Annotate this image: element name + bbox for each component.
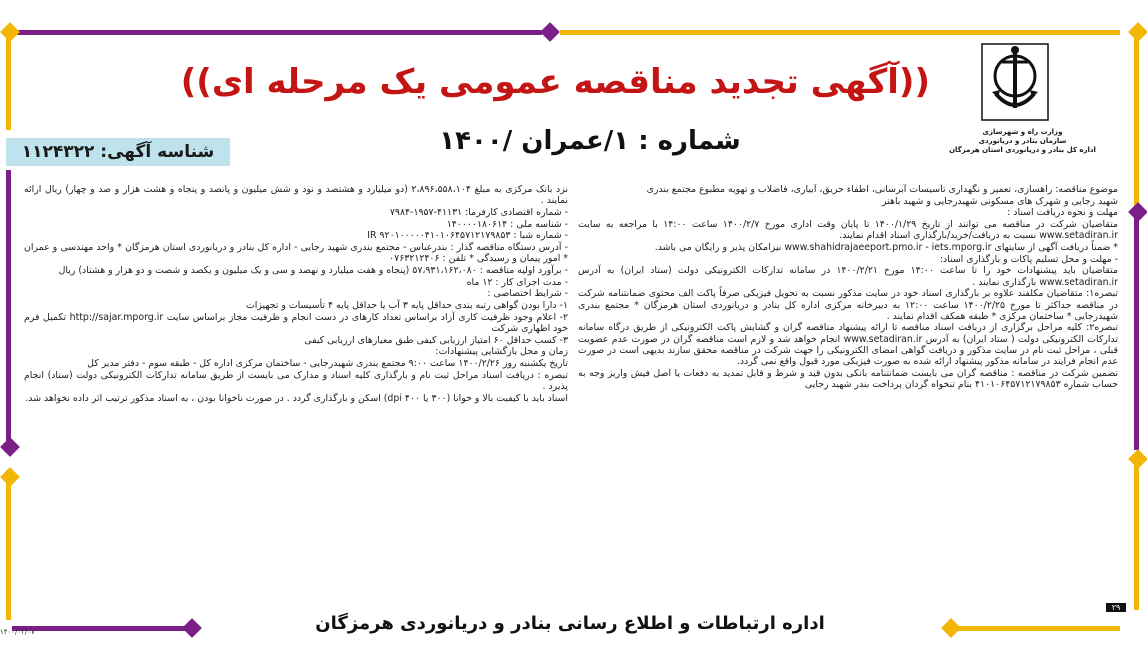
paragraph: شهید رجایی و شهرک های مسکونی شهیدرجایی و شهید باهنر <box>882 195 1118 207</box>
frame-right-bottom <box>1134 460 1139 610</box>
paragraph: - مهلت و محل تسلیم پاکات و بارگذاری اسناد: <box>939 253 1118 265</box>
frame-corner-diamond <box>0 22 20 42</box>
paragraph: - شرایط اختصاصی : <box>487 288 568 300</box>
frame-corner-diamond <box>1128 22 1147 42</box>
page-title: ((آگهی تجدید مناقصه عمومی یک مرحله ای)) <box>180 62 930 102</box>
frame-left-top <box>6 30 11 130</box>
paragraph: - برآورد اولیه مناقصه : ۵۷،۹۳۱،۱۶۲،۰۸۰ (پنجاه و هفت میلیارد و نهصد و سی و یک میلیون و یکصد و شصت و دو هزار و هشتاد) ریال <box>58 264 568 276</box>
paragraph: موضوع مناقصه: راهسازی، تعمیر و نگهداری تأسیسات آبرسانی، اطفاء حریق، آبیاری، فاضلاب و تهویه مطبوع مجتمع بندری <box>646 184 1118 195</box>
paragraph: - شماره اقتصادی کارفرما: ۴۱۱۳۱-۱۹۵۷-۷۹۸۴ <box>389 206 568 218</box>
frame-corner-diamond <box>0 437 20 457</box>
paragraph: - شناسه ملی : ۱۴۰۰۰۰۱۸۰۶۱۴ <box>446 218 568 230</box>
frame-right-top <box>1134 30 1139 210</box>
paragraph: نزد بانک مرکزی به مبلغ ۲،۸۹۶،۵۵۸،۱۰۴ (دو میلیارد و هشتصد و نود و شش میلیون و پانصد و پنجاه و هشت هزار و صد و چهار) ریال ارائه نمایند . <box>24 184 568 207</box>
paragraph: - آدرس دستگاه مناقصه گذار : بندرعباس - مجتمع بندری شهید رجایی - اداره کل بنادر و دریانوردی استان هرمزگان * واحد مهندسی و عمران * امور پیمان و رسیدگی * تلفن : ۰۷۶۳۲۱۲۴۰۶ <box>24 242 568 265</box>
paragraph: مهلت و نحوه دریافت اسناد : <box>1007 207 1118 219</box>
logo-caption-line: سازمان بنادر و دریانوردی <box>978 137 1067 145</box>
footer-publisher: اداره ارتباطات و اطلاع رسانی بنادر و دریانوردی هرمزگان <box>315 613 825 634</box>
paragraph: تبصره۱: متقاضیان مکلفند علاوه بر بارگذاری اسناد خود در سایت مذکور نسبت به تحویل فیزیکی صرفاً پاکت الف محتوی ضمانتنامه شرکت در مناقصه حداکثر تا مورخ ۱۴۰۰/۲/۲۵ ساعت ۱۲:۰۰ به دبیرخانه مرکزی اداره کل بنادر و دریانوردی استان هرمزگان * مجتمع بندری شهیدرجایی * ساختمان مرکزی * طبقه همکف اقدام نمایند . <box>578 288 1118 322</box>
body-column-left <box>24 184 568 600</box>
paragraph: زمان و محل بازگشایی پیشنهادات: <box>435 346 568 358</box>
logo-caption <box>935 128 1110 155</box>
frame-corner-diamond <box>540 22 560 42</box>
paragraph: تضمین شرکت در مناقصه : مناقصه گران می بایست ضمانتنامه بانکی بدون قید و شرط و قابل تمدید به دفعات یا اصل فیش واریز وجه به حساب شماره ۴۱۰۱۰۶۴۵۷۱۲۱۷۹۸۵۳ بنام تنخواه گردان پرداخت بندر شهید رجایی <box>578 367 1118 390</box>
paragraph: ۲- اعلام وجود ظرفیت کاری آزاد براساس تعداد کارهای در دست انجام و ظرفیت مجاز براساس سایت http://sajar.mporg.ir تکمیل فرم خود اظهاری شرکت <box>24 311 568 334</box>
body-column-right <box>578 184 1118 600</box>
frame-top-right <box>560 30 1120 35</box>
paragraph: - مدت اجرای کار : ۱۲ ماه <box>466 276 568 288</box>
frame-left-bottom <box>6 470 11 620</box>
logo-caption-line: اداره کل بنادر و دریانوردی استان هرمزگان <box>949 146 1096 154</box>
frame-bottom-right <box>950 626 1120 631</box>
frame-right-mid <box>1134 210 1139 450</box>
frame-corner-diamond <box>1128 449 1147 469</box>
paragraph: ۱- دارا بودن گواهی رتبه بندی حداقل پایه ۳ آب یا حداقل پایه ۴ تأسیسات و تجهیزات <box>245 300 568 312</box>
anchor-emblem-icon <box>980 42 1050 122</box>
frame-top-left <box>12 30 542 35</box>
paragraph: تبصره۲: کلیه مراحل برگزاری از دریافت اسناد مناقصه تا ارائه پیشنهاد مناقصه گران و گشایش پاکت الکترونیکی از طریق درگاه سامانه تدارکات الکترونیکی دولت ( ستاد ایران) به آدرس www.setadiran.ir انجام خواهد شد و لازم است مناقصه گران در صورت عدم عضویت قبلی ، مراحل ثبت نام در سایت مذکور و دریافت گواهی امضای الکترونیکی را جهت شرکت در مناقصه محقق سازند بدیهی است در صورت عدم انجام فرایند در سامانه مذکور پیشنهاد ارائه شده به صورت فیزیکی مورد قبول واقع نمی گردد. <box>578 322 1118 368</box>
frame-corner-diamond <box>182 618 202 638</box>
frame-corner-diamond <box>941 618 961 638</box>
frame-left-mid <box>6 170 11 450</box>
paragraph: - شماره شبا : IR ۹۲۰۱۰۰۰۰۰۴۱۰۱۰۶۴۵۷۱۲۱۷۹۸۵۳ <box>367 230 568 242</box>
tender-number: شماره : ۱/عمران /۱۴۰۰ <box>439 126 741 156</box>
frame-corner-diamond <box>0 467 20 487</box>
paragraph: اسناد باید با کیفیت بالا و خوانا (۳۰۰ یا ۴۰۰ dpi) اسکن و بارگذاری گردد . در صورت ناخوانا بودن ، به اسناد مذکور ترتیب اثر داده نخواهد شد. <box>25 392 568 404</box>
paragraph: متقاضیان باید پیشنهادات خود را تا ساعت ۱۴:۰۰ مورخ ۱۴۰۰/۲/۲۱ در سامانه تدارکات الکترونیکی دولت (ستاد ایران) به آدرس www.setadiran.ir بارگذاری نمایند . <box>578 265 1118 288</box>
paragraph: تبصره : دریافت اسناد مراحل ثبت نام و بارگذاری کلیه اسناد و مدارک می بایست از طریق سامانه تدارکات الکترونیکی دولت (ستاد) انجام پذیرد . <box>24 369 568 392</box>
paragraph: تاریخ یکشنبه روز ۱۴۰۰/۲/۲۶ ساعت ۹:۰۰ مجتمع بندری شهیدرجایی - ساختمان مرکزی اداره کل - طبقه سوم - دفتر مدیر کل <box>87 358 568 370</box>
frame-corner-diamond <box>1128 202 1147 222</box>
side-code: ۱۴۰۰/۰۲/۰۷ <box>0 628 35 636</box>
ad-id-badge: شناسه آگهی: ۱۱۲۴۳۲۲ <box>6 138 230 166</box>
paragraph: ۳- کسب حداقل ۶۰ امتیاز ارزیابی کیفی طبق معیارهای ارزیابی کیفی <box>304 334 568 346</box>
logo-caption-line: وزارت راه و شهرسازی <box>982 128 1063 136</box>
paragraph: * ضمناً دریافت آگهی از سایتهای www.shahidrajaeeport.pmo.ir - iets.mporg.ir نیزامکان پذیر و رایگان می باشد. <box>654 242 1118 254</box>
paragraph: متقاضیان شرکت در مناقصه می توانند از تاریخ ۱۴۰۰/۱/۲۹ تا پایان وقت اداری مورخ ۱۴۰۰/۲/۷ ساعت ۱۴:۰۰ با مراجعه به سایت www.setadiran.ir نسبت به دریافت/خرید/بارگذاری اسناد اقدام نمایند. <box>578 219 1118 242</box>
frame-bottom-left <box>12 626 192 631</box>
page-number: ۲۹ <box>1106 603 1126 612</box>
